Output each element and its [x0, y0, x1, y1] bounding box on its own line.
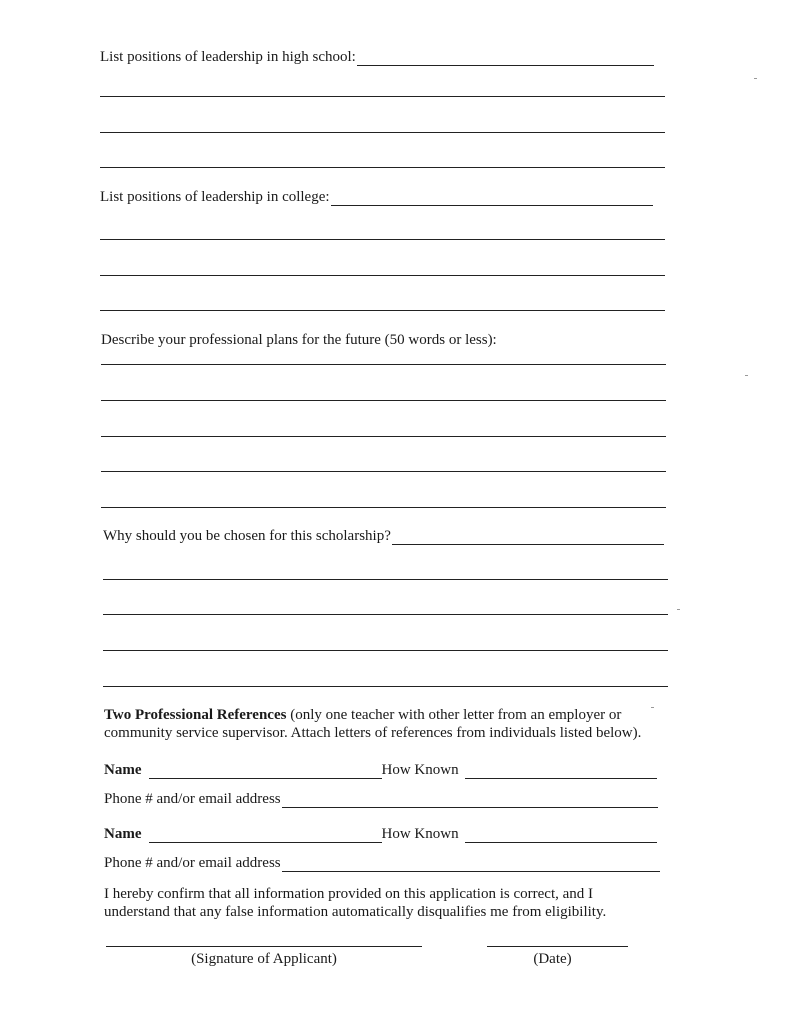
why-answer-line-2[interactable]	[103, 614, 668, 615]
why-label: Why should you be chosen for this scholarship?	[103, 528, 391, 544]
date-label: (Date)	[533, 951, 572, 967]
references-heading: Two Professional References	[104, 707, 287, 723]
reference-1-how-known-label: How Known	[381, 762, 459, 778]
references-intro-line-2: community service supervisor. Attach letters of references from individuals listed below).	[104, 725, 642, 741]
leadership-hs-field[interactable]	[357, 51, 654, 66]
why-answer-line-1[interactable]	[103, 579, 668, 580]
reference-1-name-field[interactable]	[149, 764, 382, 779]
scan-speck	[745, 375, 748, 376]
references-intro-text: (only one teacher with other letter from an employer or	[286, 707, 622, 723]
why-field[interactable]	[392, 530, 664, 545]
plans-answer-line-5[interactable]	[101, 507, 666, 508]
leadership-hs-answer-line-3[interactable]	[100, 167, 665, 168]
plans-answer-line-4[interactable]	[101, 471, 666, 472]
leadership-college-field[interactable]	[331, 191, 653, 206]
plans-answer-line-3[interactable]	[101, 436, 666, 437]
reference-2-how-known-label: How Known	[381, 826, 459, 842]
leadership-college-answer-line-1[interactable]	[100, 239, 665, 240]
scan-speck	[677, 609, 680, 610]
reference-1-phone-field[interactable]	[282, 793, 658, 808]
leadership-college-answer-line-3[interactable]	[100, 310, 665, 311]
plans-answer-line-1[interactable]	[101, 364, 666, 365]
reference-1-contact-row	[104, 790, 658, 808]
scan-speck	[754, 78, 757, 79]
leadership-college-answer-line-2[interactable]	[100, 275, 665, 276]
signature-label: (Signature of Applicant)	[191, 951, 337, 967]
reference-1-phone-label: Phone # and/or email address	[104, 791, 281, 807]
leadership-hs-answer-line-1[interactable]	[100, 96, 665, 97]
reference-1-name-row	[104, 761, 657, 779]
scan-speck	[651, 707, 654, 708]
references-intro-line-1	[104, 706, 621, 724]
plans-label: Describe your professional plans for the future (50 words or less):	[101, 332, 497, 348]
leadership-hs-label: List positions of leadership in high school:	[100, 49, 356, 65]
plans-answer-line-2[interactable]	[101, 400, 666, 401]
confirmation-line-1: I hereby confirm that all information provided on this application is correct, and I	[104, 886, 594, 902]
reference-2-phone-label: Phone # and/or email address	[104, 855, 281, 871]
reference-2-name-row	[104, 825, 657, 843]
signature-line[interactable]	[106, 946, 422, 947]
reference-2-how-known-field[interactable]	[465, 828, 657, 843]
why-answer-line-3[interactable]	[103, 650, 668, 651]
date-line[interactable]	[487, 946, 628, 947]
why-question	[103, 527, 664, 545]
leadership-college-label: List positions of leadership in college:	[100, 189, 330, 205]
leadership-hs-question	[100, 48, 654, 66]
reference-2-name-label: Name	[104, 826, 142, 842]
why-answer-line-4[interactable]	[103, 686, 668, 687]
reference-2-contact-row	[104, 854, 660, 872]
leadership-hs-answer-line-2[interactable]	[100, 132, 665, 133]
reference-1-name-label: Name	[104, 762, 142, 778]
reference-2-name-field[interactable]	[149, 828, 382, 843]
confirmation-line-2: understand that any false information automatically disqualifies me from eligibility.	[104, 904, 607, 920]
reference-1-how-known-field[interactable]	[465, 764, 657, 779]
leadership-college-question	[100, 188, 653, 206]
reference-2-phone-field[interactable]	[282, 857, 660, 872]
